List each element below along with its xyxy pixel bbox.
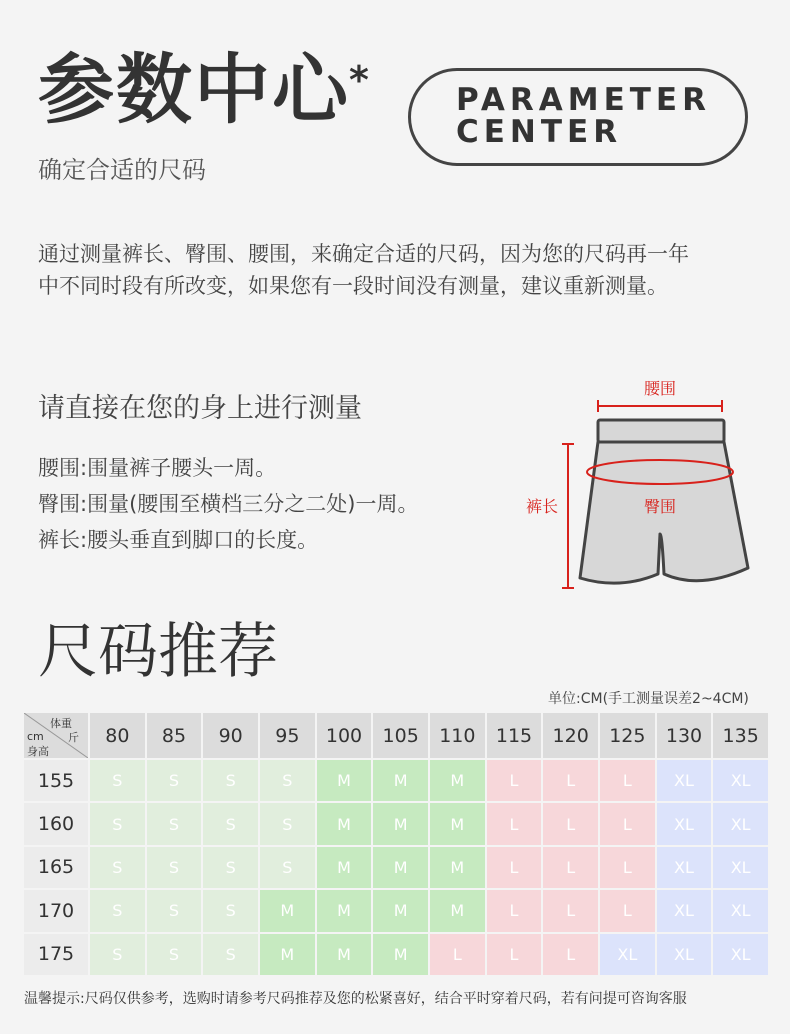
weight-header: 130: [657, 713, 712, 758]
size-cell: M: [373, 890, 428, 931]
size-cell: S: [147, 760, 202, 801]
size-cell: M: [317, 847, 372, 888]
size-cell: S: [90, 847, 145, 888]
title-asterisk: *: [349, 58, 369, 102]
definition-hip: 臀围:围量(腰围至横档三分之二处)一周。: [38, 492, 419, 516]
page-title: 参数中心: [38, 45, 350, 134]
english-title: [456, 84, 711, 148]
table-corner-cell: [24, 713, 88, 758]
size-cell: XL: [657, 847, 712, 888]
weight-header: 135: [713, 713, 768, 758]
size-cell: L: [487, 890, 542, 931]
size-cell: L: [600, 890, 655, 931]
size-cell: S: [90, 890, 145, 931]
corner-weight: 体重: [50, 717, 72, 730]
unit-note: 单位:CM(手工测量误差2~4CM): [548, 691, 749, 707]
size-cell: M: [317, 760, 372, 801]
size-cell: L: [600, 847, 655, 888]
corner-height-unit: cm: [27, 730, 44, 743]
waist-label: 腰围: [643, 379, 677, 398]
height-header: 175: [24, 934, 88, 975]
page-subtitle: 确定合适的尺码: [38, 156, 206, 184]
footer-tip: 温馨提示:尺码仅供参考，选购时请参考尺码推荐及您的松紧喜好，结合平时穿着尺码，若有问提可咨询客服: [24, 991, 687, 1007]
height-header: 155: [24, 760, 88, 801]
corner-weight-unit: 斤: [68, 731, 79, 744]
size-cell: S: [203, 803, 258, 844]
size-cell: L: [543, 847, 598, 888]
size-cell: XL: [713, 890, 768, 931]
size-cell: M: [260, 890, 315, 931]
size-cell: S: [90, 803, 145, 844]
size-cell: M: [430, 760, 485, 801]
size-cell: XL: [713, 760, 768, 801]
size-cell: L: [487, 934, 542, 975]
size-cell: M: [317, 890, 372, 931]
size-cell: S: [260, 760, 315, 801]
size-cell: XL: [657, 760, 712, 801]
length-label: 裤长: [525, 497, 559, 516]
size-cell: L: [430, 934, 485, 975]
size-cell: M: [373, 760, 428, 801]
size-cell: L: [543, 803, 598, 844]
size-cell: M: [430, 803, 485, 844]
size-cell: L: [487, 803, 542, 844]
intro-paragraph: [38, 238, 754, 302]
size-cell: L: [487, 847, 542, 888]
definition-length: 裤长:腰头垂直到脚口的长度。: [38, 528, 319, 552]
size-cell: S: [90, 934, 145, 975]
size-cell: L: [543, 760, 598, 801]
weight-header: 115: [487, 713, 542, 758]
size-cell: S: [203, 760, 258, 801]
size-cell: S: [90, 760, 145, 801]
weight-header: 90: [203, 713, 258, 758]
corner-height: 身高: [27, 745, 49, 758]
size-cell: M: [430, 890, 485, 931]
height-header: 160: [24, 803, 88, 844]
size-cell: L: [543, 890, 598, 931]
size-cell: XL: [713, 934, 768, 975]
height-header: 165: [24, 847, 88, 888]
weight-header: 110: [430, 713, 485, 758]
size-cell: M: [373, 847, 428, 888]
size-cell: S: [260, 803, 315, 844]
size-cell: S: [203, 934, 258, 975]
size-recommend-heading: 尺码推荐: [38, 617, 278, 687]
shorts-measurement-diagram: [500, 368, 760, 598]
size-cell: XL: [657, 934, 712, 975]
weight-header: 125: [600, 713, 655, 758]
size-cell: L: [487, 760, 542, 801]
size-cell: XL: [657, 803, 712, 844]
size-cell: M: [317, 803, 372, 844]
weight-header: 80: [90, 713, 145, 758]
size-cell: XL: [713, 803, 768, 844]
weight-header: 105: [373, 713, 428, 758]
size-cell: M: [373, 803, 428, 844]
weight-header: 95: [260, 713, 315, 758]
english-title-line2: CENTER: [456, 114, 623, 150]
height-header: 170: [24, 890, 88, 931]
measure-heading: 请直接在您的身上进行测量: [38, 393, 362, 424]
hip-label: 臀围: [643, 497, 677, 516]
size-cell: S: [147, 890, 202, 931]
size-cell: L: [600, 760, 655, 801]
size-cell: M: [317, 934, 372, 975]
size-cell: S: [203, 890, 258, 931]
weight-header: 100: [317, 713, 372, 758]
english-title-line1: PARAMETER: [456, 82, 711, 118]
size-cell: XL: [713, 847, 768, 888]
size-cell: L: [600, 803, 655, 844]
weight-header: 85: [147, 713, 202, 758]
size-cell: XL: [600, 934, 655, 975]
size-cell: M: [373, 934, 428, 975]
intro-line-1: 通过测量裤长、臀围、腰围，来确定合适的尺码，因为您的尺码再一年: [38, 242, 689, 266]
definition-waist: 腰围:围量裤子腰头一周。: [38, 456, 277, 480]
weight-header: 120: [543, 713, 598, 758]
size-cell: M: [260, 934, 315, 975]
shorts-waistband: [598, 420, 724, 442]
size-cell: S: [203, 847, 258, 888]
size-cell: S: [147, 934, 202, 975]
size-cell: S: [147, 803, 202, 844]
size-cell: XL: [657, 890, 712, 931]
size-cell: L: [543, 934, 598, 975]
size-cell: S: [260, 847, 315, 888]
size-cell: S: [147, 847, 202, 888]
intro-line-2: 中不同时段有所改变，如果您有一段时间没有测量，建议重新测量。: [38, 274, 668, 298]
size-table: [24, 713, 768, 975]
size-cell: M: [430, 847, 485, 888]
